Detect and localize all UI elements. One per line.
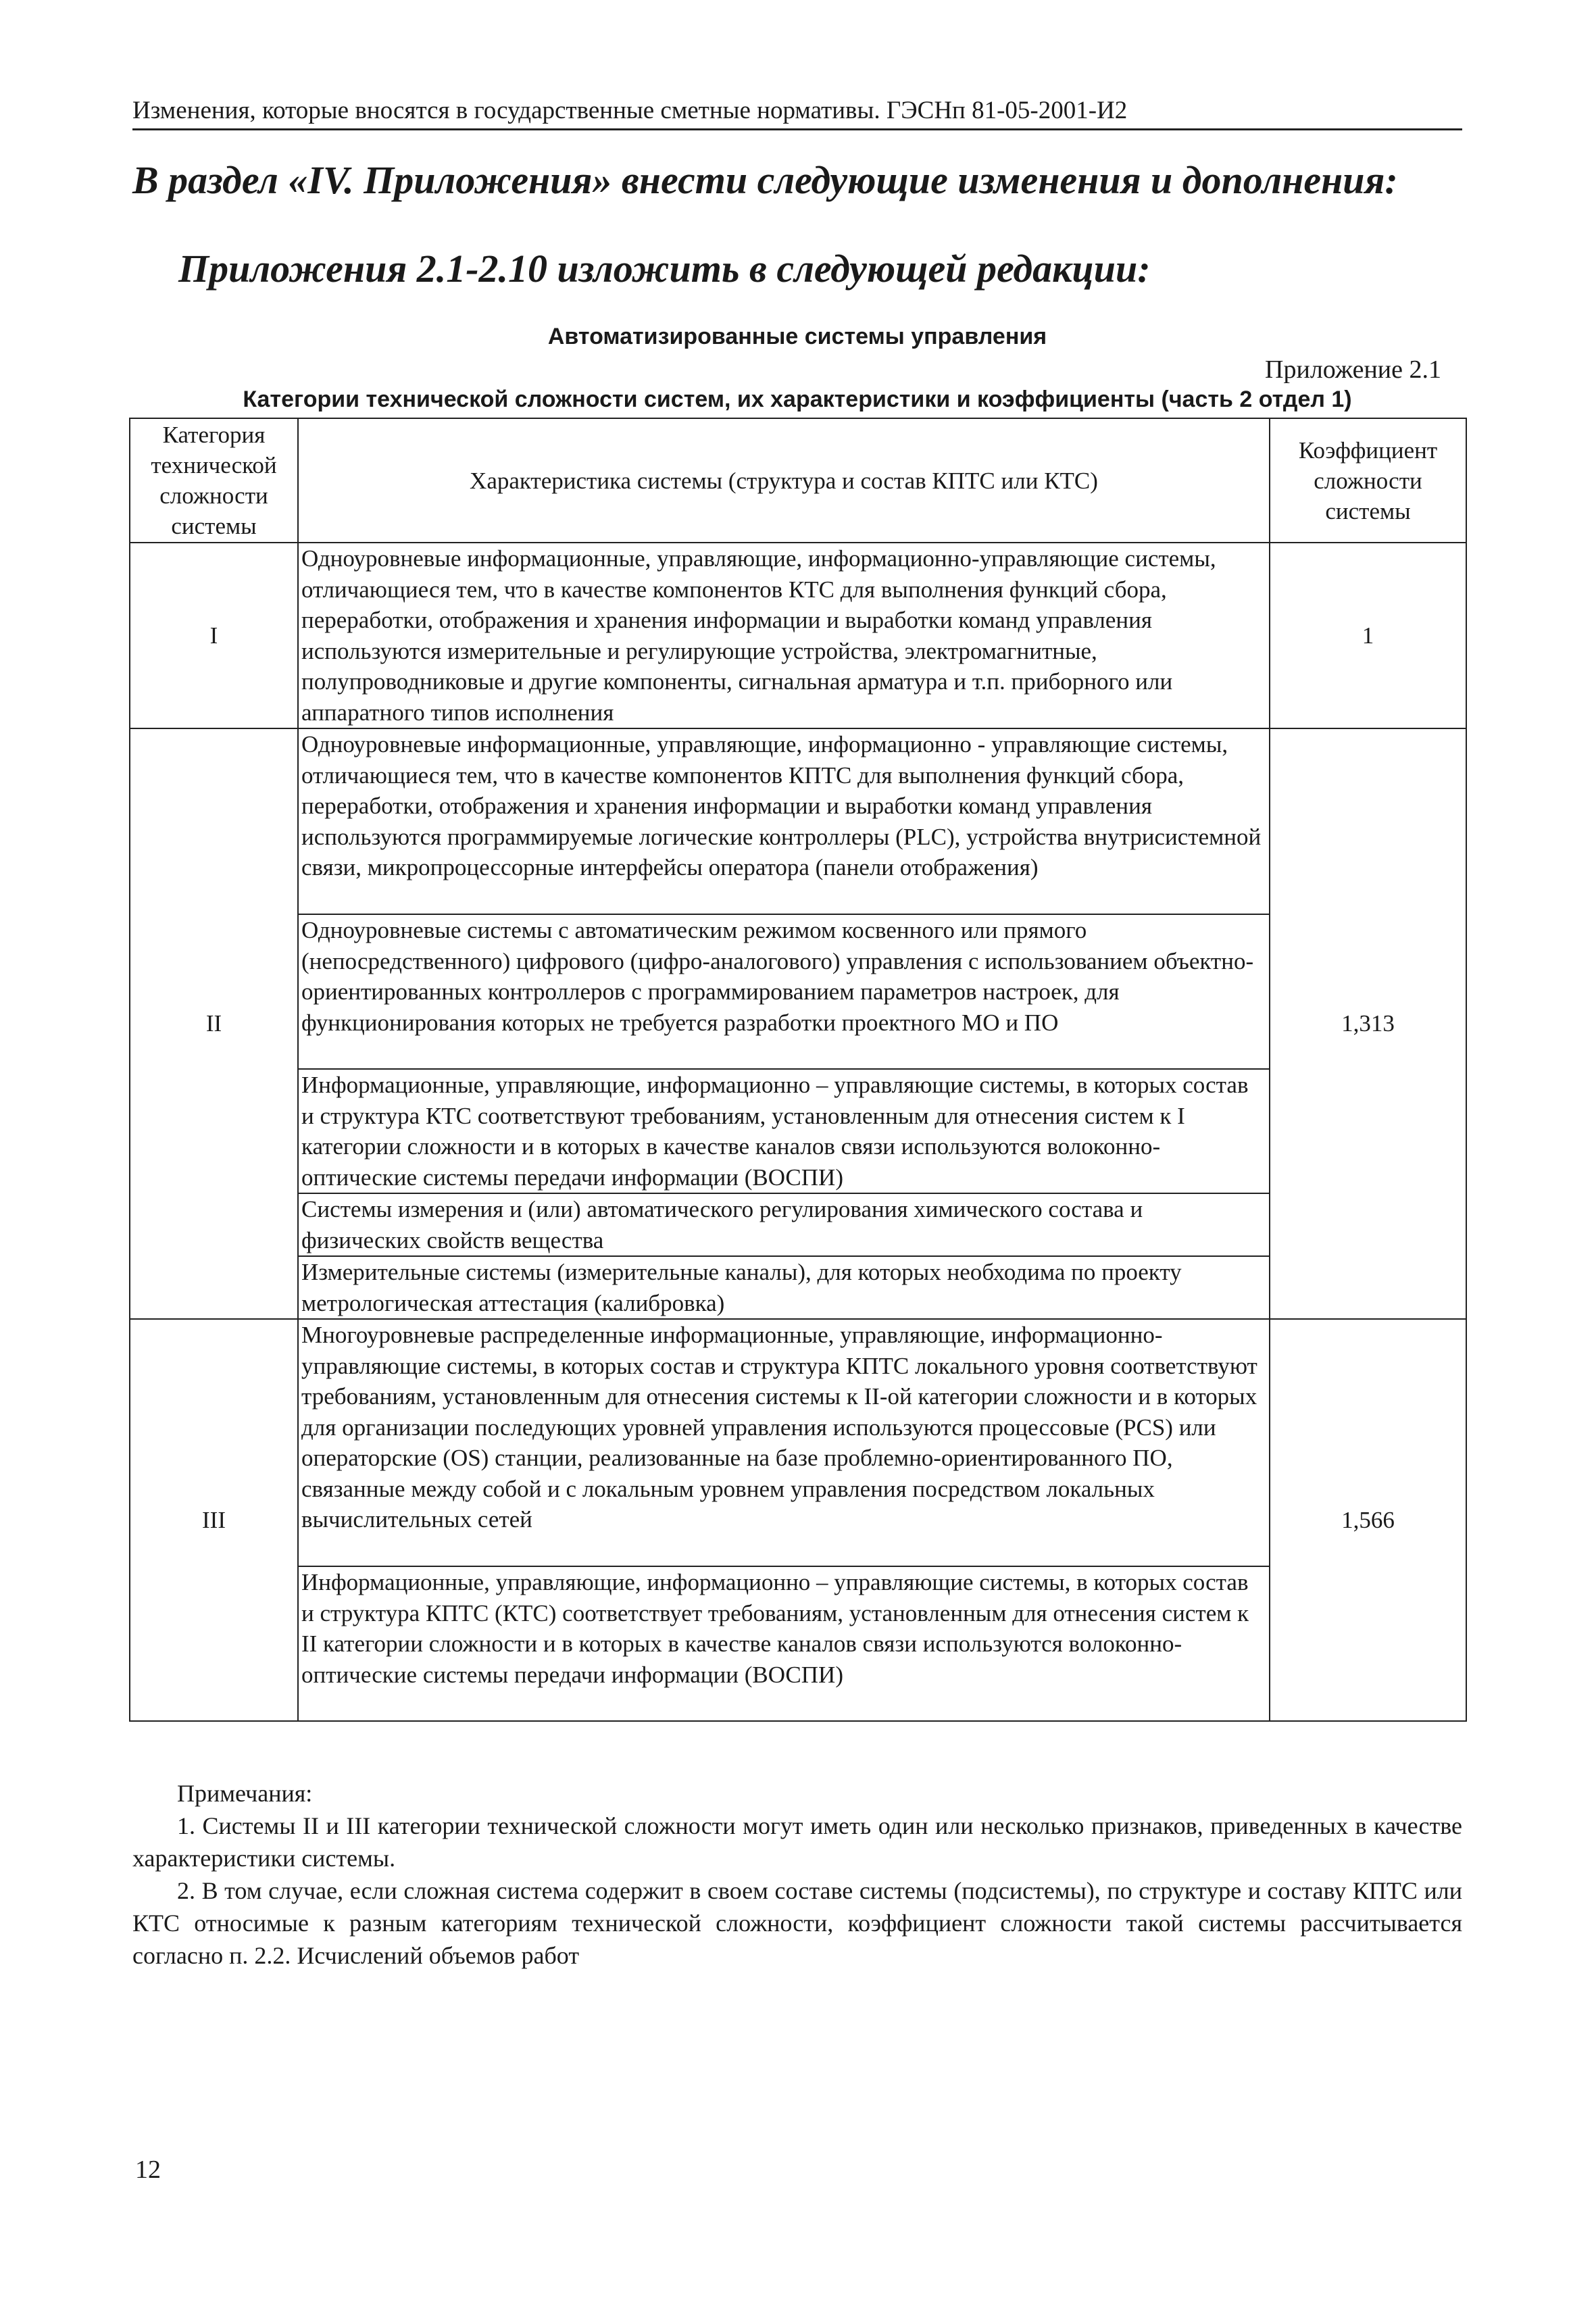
table-row: [130, 728, 1466, 914]
appendix-label: Приложение 2.1: [1265, 355, 1441, 384]
page-number: 12: [135, 2156, 161, 2184]
coefficient-cell: 1: [1270, 543, 1466, 728]
column-header-category: Категория технической сложности системы: [130, 418, 298, 543]
table-row: [130, 1319, 1466, 1566]
table-title: Автоматизированные системы управления: [547, 324, 1047, 349]
table-row: [130, 543, 1466, 728]
table-row: [130, 1566, 1466, 1721]
category-cell: III: [130, 1319, 298, 1721]
characteristic-cell: Информационные, управляющие, информационно – управляющие системы, в которых состав и структура КПТС (КТС) соответствует требованиям, установленным для отнесения систем к II категории сложности и в которых в качестве каналов связи используются волоконно-оптические системы передачи информации (ВОСПИ): [298, 1566, 1270, 1721]
characteristic-cell: Многоуровневые распределенные информационные, управляющие, информационно-управляющие системы, в которых состав и структура КПТС локального уровня соответствуют требованиям, установленным для отнесения системы к II-ой категории сложности и в которых для организации последующих уровней управления используются процессовые (PCS) или операторские (OS) станции, реализованные на базе проблемно-ориентированного ПО, связанные между собой и с локальным уровнем управления посредством локальных вычислительных сетей: [298, 1319, 1270, 1566]
characteristic-cell: Одноуровневые информационные, управляющие, информационно - управляющие системы, отличающиеся тем, что в качестве компонентов КПТС для выполнения функций сбора, переработки, отображения и хранения информации и выработки команд управления используются программируемые логические контроллеры (PLC), устройства внутрисистемной связи, микропроцессорные интерфейсы оператора (панели отображения): [298, 728, 1270, 914]
section-heading: В раздел «IV. Приложения» внести следующие изменения и дополнения:: [132, 158, 1398, 202]
column-header-coefficient: Коэффициент сложности системы: [1270, 418, 1466, 543]
category-cell: II: [130, 728, 298, 1319]
note-item: 1. Системы II и III категории технической сложности могут иметь один или несколько признаков, приведенных в качестве характеристики системы.: [132, 1812, 1462, 1872]
table-caption: Категории технической сложности систем, их характеристики и коэффициенты (часть 2 отдел 1): [243, 387, 1352, 412]
table-row: [130, 1193, 1466, 1256]
characteristic-cell: Системы измерения и (или) автоматического регулирования химического состава и физических свойств вещества: [298, 1193, 1270, 1256]
complexity-table: [129, 418, 1467, 1722]
characteristic-cell: Измерительные системы (измерительные каналы), для которых необходима по проекту метрологическая аттестация (калибровка): [298, 1256, 1270, 1319]
note-item: 2. В том случае, если сложная система содержит в своем составе системы (подсистемы), по структуре и составу КПТС или КТС относимые к разным категориям технической сложности, коэффициент сложности такой системы рассчитывается согласно п. 2.2. Исчислений объемов работ: [132, 1877, 1462, 1969]
table-row: [130, 1256, 1466, 1319]
coefficient-cell: 1,566: [1270, 1319, 1466, 1721]
table-header-row: [130, 418, 1466, 543]
characteristic-cell: Одноуровневые информационные, управляющие, информационно-управляющие системы, отличающиеся тем, что в качестве компонентов КТС для выполнения функций сбора, переработки, отображения и хранения информации и выработки команд управления используются измерительные и регулирующие устройства, электромагнитные, полупроводниковые и другие компоненты, сигнальная арматура и т.п. приборного или аппаратного типов исполнения: [298, 543, 1270, 728]
running-header: Изменения, которые вносятся в государственные сметные нормативы. ГЭСНп 81-05-2001-И2: [132, 95, 1462, 130]
characteristic-cell: Одноуровневые системы с автоматическим режимом косвенного или прямого (непосредственного) цифрового (цифро-аналогового) управления с использованием объектно-ориентированных контроллеров с программированием параметров настроек, для функционирования которых не требуется разработки проектного МО и ПО: [298, 914, 1270, 1069]
table-row: [130, 914, 1466, 1069]
characteristic-cell: Информационные, управляющие, информационно – управляющие системы, в которых состав и структура КТС соответствуют требованиям, установленным для отнесения систем к I категории сложности и в которых в качестве каналов связи используются волоконно-оптические системы передачи информации (ВОСПИ): [298, 1069, 1270, 1193]
category-cell: I: [130, 543, 298, 728]
coefficient-cell: 1,313: [1270, 728, 1466, 1319]
subsection-heading: Приложения 2.1-2.10 изложить в следующей редакции:: [178, 247, 1151, 291]
column-header-characteristic: Характеристика системы (структура и состав КПТС или КТС): [298, 418, 1270, 543]
table-row: [130, 1069, 1466, 1193]
notes-heading: Примечания:: [177, 1780, 313, 1807]
notes-block: [132, 1777, 1462, 1972]
